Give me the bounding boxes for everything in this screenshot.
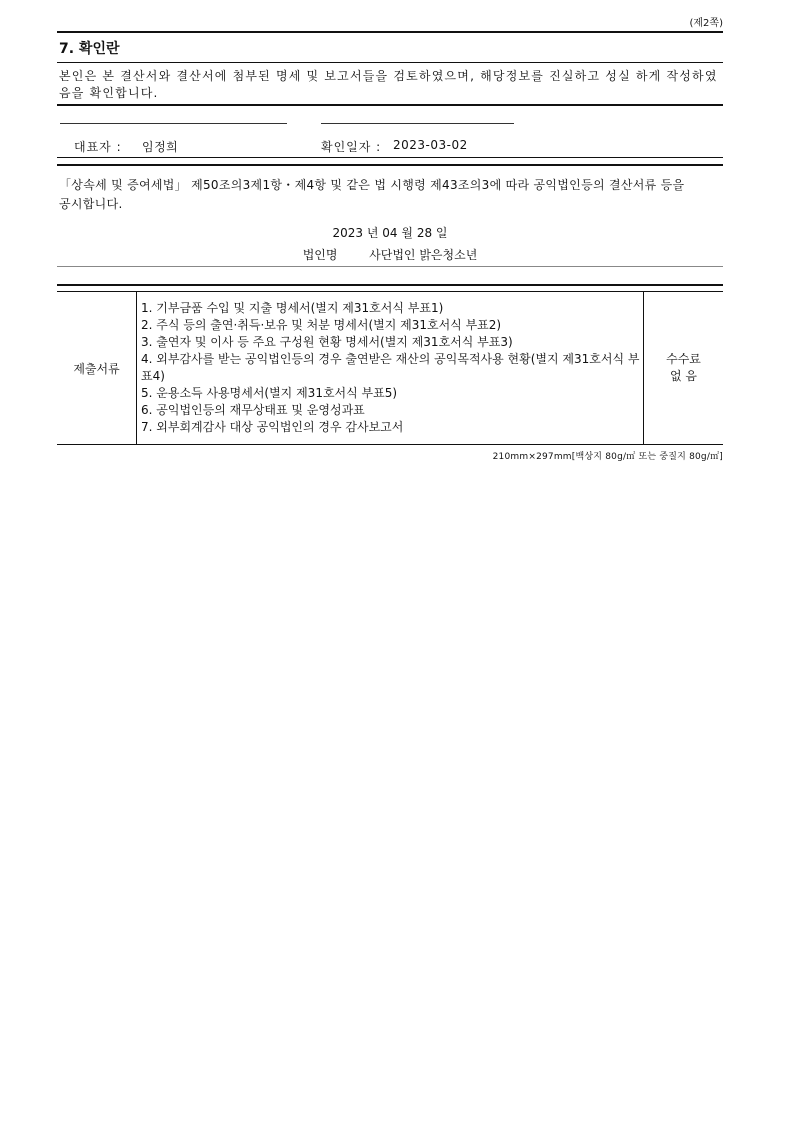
documents-list [137,292,644,445]
top-rule [57,31,723,33]
corporation-row [57,246,723,263]
date-year: 2023 [332,226,364,240]
confirm-date-label: 확인일자 : [321,140,382,154]
corporation-label: 법인명 [302,248,338,262]
submission-documents-table [57,291,723,445]
declaration-text: 본인은 본 결산서와 결산서에 첨부된 명세 및 보고서들을 검토하였으며, 해당정보를 진실하고 성실 하게 작성하였음을 확인합니다. [59,69,718,100]
section-title: 7. 확인란 [59,41,120,57]
document-item: 5. 운용소득 사용명세서(별지 제31호서식 부표5) [141,386,398,400]
document-item: 6. 공익법인등의 재무상태표 및 운영성과표 [141,403,365,417]
declaration-rule [57,104,723,106]
date-day-unit: 일 [435,226,448,240]
document-item: 1. 기부금품 수입 및 지출 명세서(별지 제31호서식 부표1) [141,301,444,315]
legal-notice: 「상속세 및 증여세법」 제50조의3제1항・제4항 및 같은 법 시행령 제43조의3에 따라 공익법인등의 결산서류 등을 공시합니다. [59,178,685,211]
date-day: 28 [416,226,433,240]
section-divider [57,62,723,63]
date-year-unit: 년 [366,226,379,240]
representative-label: 대표자 : [74,140,122,154]
double-rule-bottom [57,164,723,166]
documents-label: 제출서류 [57,292,137,445]
confirm-date: 2023-03-02 [393,138,468,152]
representative-name: 임정희 [142,140,179,154]
fee-cell [644,292,724,445]
date-month: 04 [382,226,398,240]
confirm-signature-line [321,123,514,124]
filing-date [57,224,723,241]
double-rule-top [57,157,723,158]
corporation-name: 사단법인 밝은청소년 [369,248,478,262]
table-double-rule-top [57,284,723,286]
corporation-rule [57,266,723,267]
document-item: 3. 출연자 및 이사 등 주요 구성원 현황 명세서(별지 제31호서식 부표3) [141,335,513,349]
document-item: 7. 외부회계감사 대상 공익법인의 경우 감사보고서 [141,420,404,434]
document-item: 2. 주식 등의 출연·취득·보유 및 처분 명세서(별지 제31호서식 부표2) [141,318,502,332]
paper-spec-footer: 210mm×297mm[백상지 80g/㎡ 또는 중질지 80g/㎡] [492,452,723,462]
fee-value: 없 음 [670,369,697,383]
date-month-unit: 월 [401,226,413,240]
fee-label: 수수료 [666,352,701,366]
representative-signature-line [60,123,287,124]
document-item: 4. 외부감사를 받는 공익법인등의 경우 출연받은 재산의 공익목적사용 현황(별지 제31호서식 부표4) [141,352,640,383]
page-number: (제2쪽) [689,18,723,29]
